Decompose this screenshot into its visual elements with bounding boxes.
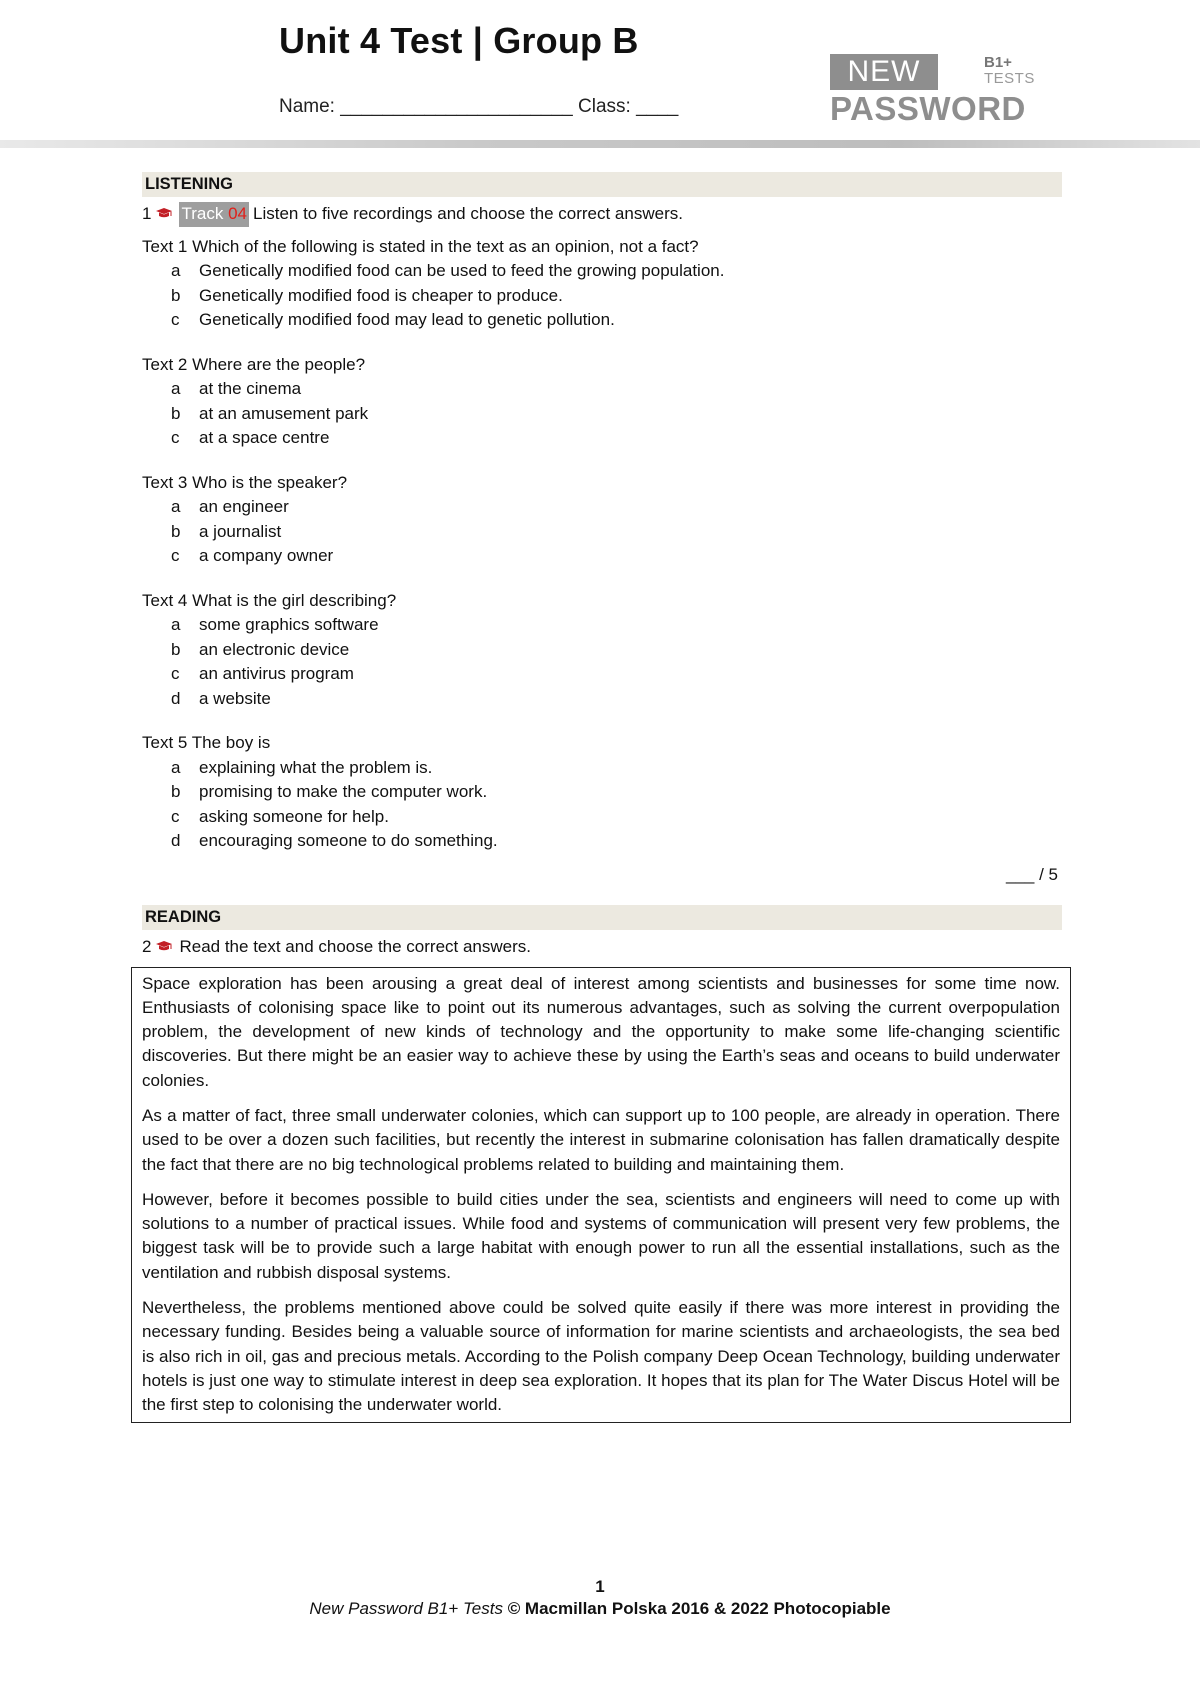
answer-option[interactable] bbox=[142, 377, 1062, 402]
option-letter: d bbox=[171, 831, 181, 850]
question-1 bbox=[142, 235, 1062, 333]
track-text: Track bbox=[181, 204, 224, 223]
track-label bbox=[179, 202, 249, 227]
question-stem: Text 3 Who is the speaker? bbox=[142, 472, 348, 492]
page-header bbox=[0, 0, 1200, 150]
option-text: a website bbox=[199, 688, 271, 708]
listening-instruction: Listen to five recordings and choose the correct answers. bbox=[253, 204, 683, 223]
option-letter: a bbox=[171, 497, 181, 516]
question-5 bbox=[142, 731, 1062, 854]
answer-option[interactable] bbox=[142, 544, 1062, 569]
reading-paragraph: However, before it becomes possible to build cities under the sea, scientists and engineers will need to come up with solutions to a number of practical issues. While food and systems of communication will present very few problems, the biggest task will be to provide such a large habitat with enough power to run all the essential installations, such as the ventilation and rubbish disposal systems. bbox=[142, 1189, 1060, 1282]
new-password-logo bbox=[830, 54, 1040, 126]
page-content bbox=[142, 172, 1062, 1423]
answer-option[interactable] bbox=[142, 495, 1062, 520]
header-divider bbox=[0, 140, 1200, 148]
option-text: Genetically modified food is cheaper to produce. bbox=[199, 285, 563, 305]
question-stem: Text 5 The boy is bbox=[142, 733, 271, 752]
option-letter: c bbox=[171, 664, 180, 683]
reading-heading: READING bbox=[142, 905, 1062, 930]
option-text: Genetically modified food can be used to feed the growing population. bbox=[199, 261, 725, 280]
logo-password: PASSWORD bbox=[830, 90, 1026, 127]
option-letter: b bbox=[171, 521, 181, 541]
option-letter: b bbox=[171, 285, 181, 305]
page-title: Unit 4 Test | Group B bbox=[279, 20, 639, 61]
question-stem: Text 1 Which of the following is stated in the text as an opinion, not a fact? bbox=[142, 236, 699, 256]
logo-tests: TESTS bbox=[984, 70, 1035, 87]
listening-heading: LISTENING bbox=[142, 172, 1062, 197]
class-blank: ____ bbox=[636, 96, 679, 117]
answer-option[interactable] bbox=[142, 829, 1062, 854]
reading-paragraph: As a matter of fact, three small underwater colonies, which can support up to 100 people, are already in operation. There used to be over a dozen such facilities, but recently the interest in submarine colonisation has fallen dramatically despite the fact that there are no big technological problems related to building and maintaining them. bbox=[142, 1105, 1060, 1174]
option-text: an engineer bbox=[199, 497, 289, 516]
footer-copyright bbox=[0, 1599, 1200, 1619]
graduation-cap-icon bbox=[155, 202, 175, 227]
answer-option[interactable] bbox=[142, 756, 1062, 781]
answer-option[interactable] bbox=[142, 520, 1062, 545]
option-text: Genetically modified food may lead to genetic pollution. bbox=[199, 310, 615, 329]
task-number: 1 bbox=[142, 204, 152, 223]
option-letter: b bbox=[171, 639, 181, 659]
question-stem: Text 4 What is the girl describing? bbox=[142, 590, 397, 610]
reading-paragraph: Nevertheless, the problems mentioned above could be solved quite easily if there was more interest in providing the necessary funding. Besides being a valuable source of information for marine scientists and archaeologists, the sea bed is also rich in oil, gas and precious metals. According to the Polish company Deep Ocean Technology, building underwater hotels is just one way to stimulate interest in deep sea exploration. It hopes that its plan for The Water Discus Hotel will be the first step to colonising the underwater world. bbox=[142, 1298, 1060, 1415]
task-number: 2 bbox=[142, 937, 152, 956]
option-letter: c bbox=[171, 310, 180, 329]
reading-instruction: Read the text and choose the correct answers. bbox=[179, 937, 531, 956]
option-letter: d bbox=[171, 688, 181, 708]
reading-paragraph: Space exploration has been arousing a great deal of interest among scientists and businesses for some time now. Enthusiasts of colonising space like to point out its numerous advantages, such as solving the current overpopulation problem, the development of new kinds of technology and the opportunity to make some life-changing scientific discoveries. But there might be an easier way to achieve these by using the Earth’s seas and oceans to build underwater colonies. bbox=[142, 973, 1060, 1090]
answer-option[interactable] bbox=[142, 259, 1062, 284]
option-letter: c bbox=[171, 428, 180, 447]
logo-new: NEW bbox=[830, 54, 938, 90]
footer-series: New Password B1+ Tests bbox=[309, 1599, 503, 1618]
question-2 bbox=[142, 353, 1062, 451]
answer-option[interactable] bbox=[142, 805, 1062, 830]
question-3 bbox=[142, 471, 1062, 569]
option-text: some graphics software bbox=[199, 615, 379, 634]
answer-option[interactable] bbox=[142, 308, 1062, 333]
name-label: Name: bbox=[279, 96, 335, 117]
option-letter: a bbox=[171, 757, 181, 777]
answer-option[interactable] bbox=[142, 613, 1062, 638]
listening-questions bbox=[142, 235, 1062, 854]
option-letter: a bbox=[171, 615, 181, 634]
reading-text-box bbox=[131, 967, 1071, 1423]
option-text: an antivirus program bbox=[199, 664, 354, 683]
logo-level: B1+ bbox=[984, 54, 1012, 71]
class-label: Class: bbox=[578, 96, 631, 117]
question-stem: Text 2 Where are the people? bbox=[142, 354, 366, 374]
option-text: at the cinema bbox=[199, 379, 302, 398]
name-blank: ______________________ bbox=[340, 96, 573, 117]
listening-task bbox=[142, 202, 1062, 227]
page-number: 1 bbox=[595, 1577, 605, 1596]
option-text: at a space centre bbox=[199, 428, 330, 447]
option-text: encouraging someone to do something. bbox=[199, 831, 498, 850]
option-text: at an amusement park bbox=[199, 403, 369, 423]
option-text: promising to make the computer work. bbox=[199, 782, 488, 801]
footer-copyright-text: © Macmillan Polska 2016 & 2022 Photocopiable bbox=[507, 1599, 891, 1618]
option-text: a journalist bbox=[199, 521, 282, 541]
question-4 bbox=[142, 589, 1062, 712]
answer-option[interactable] bbox=[142, 426, 1062, 451]
track-number: 04 bbox=[228, 204, 247, 223]
answer-option[interactable] bbox=[142, 402, 1062, 427]
answer-option[interactable] bbox=[142, 638, 1062, 663]
option-letter: b bbox=[171, 782, 181, 801]
page-footer bbox=[0, 1577, 1200, 1619]
option-text: asking someone for help. bbox=[199, 806, 389, 826]
answer-option[interactable] bbox=[142, 662, 1062, 687]
option-text: a company owner bbox=[199, 546, 334, 565]
answer-option[interactable] bbox=[142, 780, 1062, 805]
answer-option[interactable] bbox=[142, 284, 1062, 309]
option-letter: a bbox=[171, 379, 181, 398]
option-letter: c bbox=[171, 546, 180, 565]
reading-task bbox=[142, 935, 1062, 960]
option-letter: a bbox=[171, 261, 181, 280]
option-text: explaining what the problem is. bbox=[199, 757, 433, 777]
name-class-line bbox=[279, 96, 678, 118]
option-text: an electronic device bbox=[199, 639, 350, 659]
option-letter: b bbox=[171, 403, 181, 423]
listening-score: ___ / 5 bbox=[1006, 864, 1058, 884]
graduation-cap-icon bbox=[155, 935, 175, 960]
answer-option[interactable] bbox=[142, 687, 1062, 712]
option-letter: c bbox=[171, 806, 180, 826]
